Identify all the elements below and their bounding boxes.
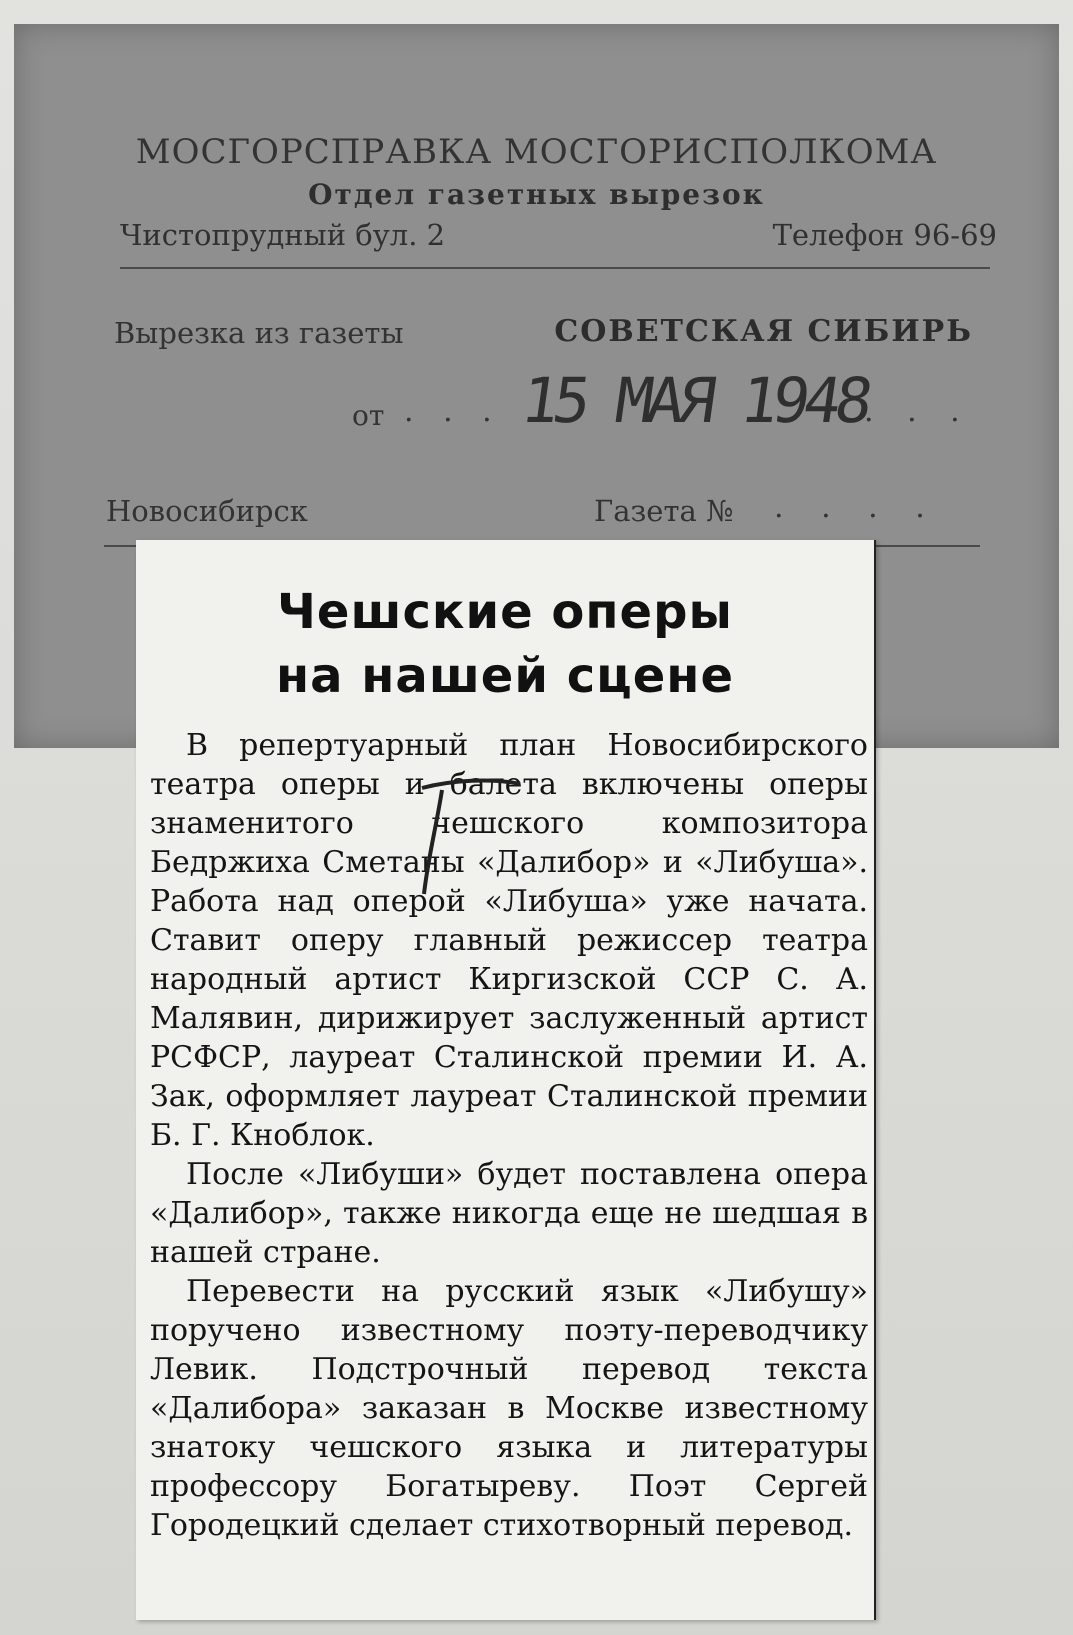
article-title-line-2: на нашей сцене <box>276 648 734 704</box>
article-title <box>136 580 874 708</box>
organization-name: МОСГОРСПРАВКА МОСГОРИСПОЛКОМА <box>135 132 938 172</box>
newspaper-clipping <box>136 540 876 1620</box>
cut-from-label: Вырезка из газеты <box>114 316 404 350</box>
city: Новосибирск <box>106 494 308 528</box>
phone-number: Телефон 96-69 <box>772 218 997 252</box>
article-title-line-1: Чешские оперы <box>277 584 733 640</box>
dotted-fill: . . . <box>404 394 502 429</box>
dotted-fill: . . . <box>864 394 972 429</box>
newspaper-number-label: Газета № <box>594 494 734 528</box>
handwritten-pen-mark <box>402 758 542 898</box>
article-paragraph: Перевести на русский язык «Либушу» поручено известному поэту-переводчику Левик. Подстрочный перевод текста «Далибора» заказан в Москве известному знатоку чешского языка и литературы профессору Богатыреву. Поэт Сергей Городецкий сделает стихотворный перевод. <box>150 1274 868 1543</box>
date-prefix: от <box>352 399 385 432</box>
article-paragraph: В репертуарный план Новосибирского театра оперы и балета включены оперы знаменитого чешского композитора Бедржиха Сметаны «Далибор» и «Либуша». Работа над оперой «Либуша» уже начата. Ставит оперу главный режиссер театра народный артист Киргизской ССР С. А. Малявин, дирижирует заслуженный артист РСФСР, лауреат Сталинской премии И. А. Зак, оформляет лауреат Сталинской премии Б. Г. Кноблок. <box>150 728 868 1153</box>
department-name: Отдел газетных вырезок <box>308 178 765 211</box>
address: Чистопрудный бул. 2 <box>120 218 446 252</box>
newspaper-name: СОВЕТСКАЯ СИБИРЬ <box>554 314 973 349</box>
date-stamp: 15 МАЯ 1948 <box>516 364 872 437</box>
divider-line <box>120 267 990 269</box>
dotted-fill: . . . . <box>774 490 939 525</box>
article-paragraph: После «Либуши» будет поставлена опера «Далибор», также никогда еще не шедшая в нашей стране. <box>150 1157 868 1270</box>
